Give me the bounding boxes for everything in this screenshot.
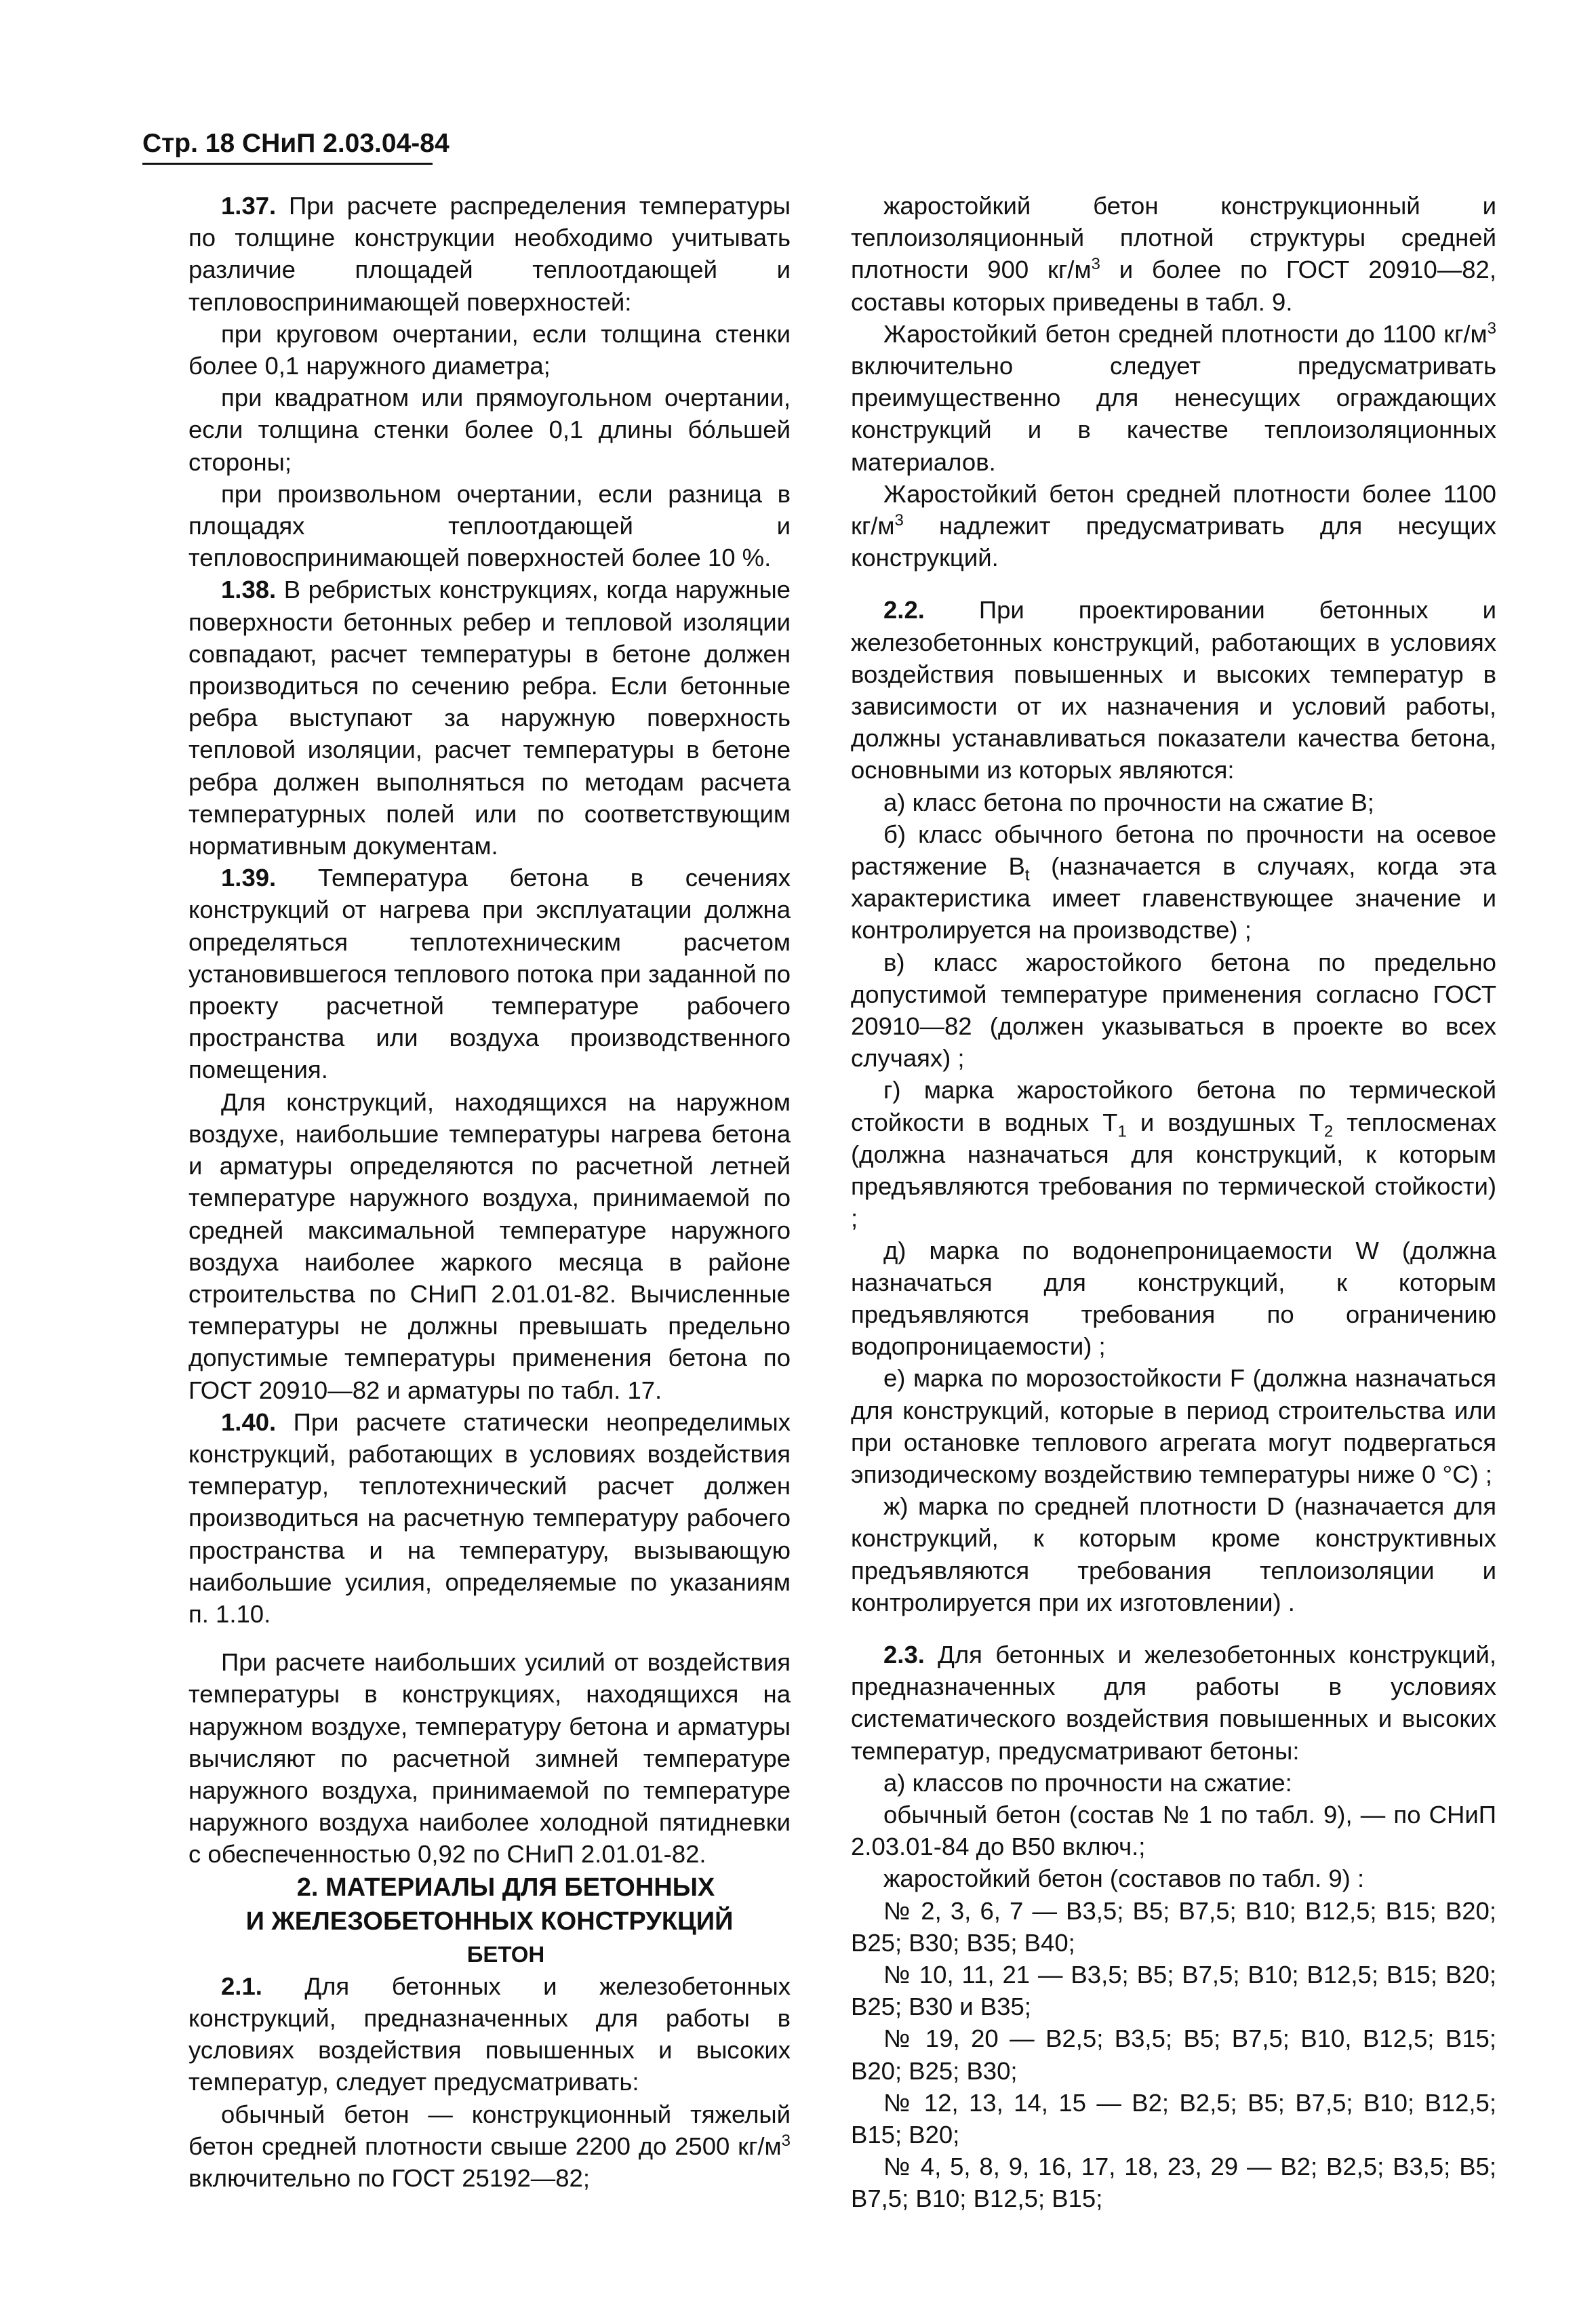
list-item: № 2, 3, 6, 7 — В3,5; В5; В7,5; В10; В12,5; В15; В20; В25; В30; В35; В40;	[851, 1896, 1496, 1957]
list-item	[851, 818, 1496, 946]
list-item: ж) марка по средней плотности D (назначается для конструкций, к которым кроме конструктивных предъявляются требования теплоизоляции и контролируется при их изготовлении) .	[851, 1492, 1496, 1616]
paragraph-1-38	[188, 574, 791, 862]
list-item: обычный бетон (состав № 1 по табл. 9), — по СНиП 2.03.01-84 до В50 включ.;	[851, 1800, 1496, 1861]
paragraph-text: Жаростойкий бетон средней плотности более 1100 кг/м	[851, 479, 1496, 540]
paragraph-text: Температура бетона в сечениях конструкций от нагрева при эксплуатации должна определяться теплотехническим расчетом установившегося теплового потока при заданной по проекту расчетной температуре рабочего пространства или воздуха производственного помещения.	[188, 864, 791, 1084]
clause-number: 1.39.	[221, 864, 277, 892]
list-item: № 12, 13, 14, 15 — В2; В2,5; В5; В7,5; В10; В12,5; В15; В20;	[851, 2088, 1496, 2149]
paragraph-text: г) марка жаростойкого бетона по термической стойкости в водных T	[851, 1076, 1496, 1136]
paragraph-text: В ребристых конструкциях, когда наружные поверхности бетонных ребер и тепловой изоляции совпадают, расчет температуры в бетоне должен производиться по сечению ребра. Если бетонные ребра выступают за наружную поверхность тепловой изоляции, расчет температуры в бетоне ребра должен выполняться по методам расчета температурных полей или по соответствующим нормативным документам.	[188, 576, 791, 860]
paragraph	[851, 478, 1496, 574]
subscript: t	[1024, 866, 1030, 885]
paragraph-2-2	[851, 594, 1496, 786]
paragraph-text: При расчете распределения температуры по толщине конструкции необходимо учитывать различие площадей теплоотдающей и тепловоспринимающей поверхностей:	[188, 192, 791, 316]
paragraph-text-end: и более по ГОСТ 20910—82, составы которых приведены в табл. 9.	[851, 256, 1496, 316]
paragraph-text: Для бетонных и железобетонных конструкций, предназначенных для работы в условиях воздействия повышенных и высоких температур, следует предусматривать:	[188, 1972, 791, 2096]
paragraph	[851, 318, 1496, 478]
list-item: а) классов по прочности на сжатие:	[883, 1768, 1292, 1797]
clause-number: 2.1.	[221, 1972, 262, 2000]
paragraph-text: обычный бетон — конструкционный тяжелый бетон средней плотности свыше 2200 до 2500 кг/м	[188, 2100, 791, 2160]
list-item: в) класс жаростойкого бетона по предельно допустимой температуре применения согласно ГОСТ 20910—82 (должен указываться в проекте во всех случаях) ;	[851, 948, 1496, 1073]
paragraph-text-end: надлежит предусматривать для несущих конструкций.	[851, 512, 1496, 572]
paragraph-text: жаростойкий бетон конструкционный и теплоизоляционный плотной структуры средней плотности 900 кг/м	[851, 192, 1496, 284]
paragraph-1-40	[188, 1406, 791, 1630]
list-item: № 19, 20 — В2,5; В3,5; В5; В7,5; В10, В12,5; В15; В20; В25; В30;	[851, 2024, 1496, 2085]
clause-number: 1.38.	[221, 576, 277, 604]
clause-number: 2.3.	[883, 1640, 925, 1669]
paragraph-text-mid: и воздушных T	[1126, 1108, 1324, 1136]
paragraph-text-end: включительно по ГОСТ 25192—82;	[188, 2163, 590, 2192]
paragraph-2-1	[188, 1970, 791, 2098]
list-item: а) класс бетона по прочности на сжатие В;	[883, 788, 1374, 816]
paragraph: При расчете наибольших усилий от воздействия температуры в конструкциях, находящихся на наружном воздухе, температуру бетона и арматуры вычисляют по расчетной зимней температуре наружного воздуха, принимаемой по температуре наружного воздуха наиболее холодной пятидневки с обеспеченностью 0,92 по СНиП 2.01.01-82.	[188, 1648, 791, 1869]
right-column	[851, 190, 1496, 2215]
subsection-heading: БЕТОН	[466, 1941, 545, 1967]
paragraph-text: При расчете статически неопределимых конструкций, работающих в условиях воздействия температур, теплотехнический расчет должен производиться на расчетную температуру рабочего пространства и на температуру, вызывающую наибольшие усилия, определяемые по указаниям п. 1.10.	[188, 1408, 791, 1628]
paragraph: при круговом очертании, если толщина стенки более 0,1 наружного диаметра;	[188, 319, 791, 380]
paragraph-text: Жаростойкий бетон средней плотности до 1100 кг/м	[883, 319, 1488, 348]
paragraph-text-end: теплосменах (должна назначаться для конструкций, к которым предъявляются требования по термической стойкости) ;	[851, 1108, 1496, 1233]
list-item: жаростойкий бетон (составов по табл. 9) :	[883, 1864, 1365, 1893]
superscript: 3	[1487, 319, 1496, 338]
subscript: 2	[1323, 1121, 1334, 1140]
list-item: № 10, 11, 21 — В3,5; В5; В7,5; В10; В12,5; В15; В20; В25; В30 и В35;	[851, 1960, 1496, 2021]
superscript: 3	[894, 511, 904, 530]
subscript: 1	[1117, 1121, 1127, 1140]
section-title-line1: 2. МАТЕРИАЛЫ ДЛЯ БЕТОННЫХ	[296, 1873, 715, 1902]
clause-number: 1.37.	[221, 192, 277, 220]
superscript: 3	[1091, 255, 1100, 274]
paragraph-1-37	[188, 190, 791, 318]
list-item: е) марка по морозостойкости F (должна назначаться для конструкций, которые в период строительства или при остановке теплового агрегата могут подвергаться эпизодическому воздействию температуры ниже 0 °С) ;	[851, 1364, 1496, 1488]
paragraph: при квадратном или прямоугольном очертании, если толщина стенки более 0,1 длины бо́льшей стороны;	[188, 384, 791, 476]
paragraph	[851, 190, 1496, 318]
paragraph-text: б) класс обычного бетона по прочности на осевое растяжение B	[851, 820, 1496, 881]
paragraph: Для конструкций, находящихся на наружном воздухе, наибольшие температуры нагрева бетона и арматуры определяются по расчетной летней температуре наружного воздуха, принимаемой по средней максимальной температуре наружного воздуха наиболее жаркого месяца в районе строительства по СНиП 2.01.01-82. Вычисленные температуры не должны превышать предельно допустимые температуры применения бетона по ГОСТ 20910—82 и арматуры по табл. 17.	[188, 1088, 791, 1404]
list-item: № 4, 5, 8, 9, 16, 17, 18, 23, 29 — В2; В2,5; В3,5; В5; В7,5; В10; В12,5; В15;	[851, 2153, 1496, 2213]
superscript: 3	[781, 2131, 791, 2150]
section-title	[188, 1871, 791, 1938]
section-title-line2: И ЖЕЛЕЗОБЕТОННЫХ КОНСТРУКЦИЙ	[245, 1907, 734, 1936]
paragraph: при произвольном очертании, если разница в площадях теплоотдающей и тепловоспринимающей поверхностей более 10 %.	[188, 479, 791, 572]
list-item	[851, 1074, 1496, 1234]
paragraph	[188, 2098, 791, 2195]
list-item: д) марка по водонепроницаемости W (должна назначаться для конструкций, к которым предъявляются требования по ограничению водопроницаемости) ;	[851, 1236, 1496, 1361]
header-rule	[142, 163, 433, 165]
paragraph-text: При проектировании бетонных и железобетонных конструкций, работающих в условиях воздействия повышенных и высоких температур в зависимости от их назначения и условий работы, должны устанавливаться показатели качества бетона, основными из которых являются:	[851, 596, 1496, 784]
page-header: Стр. 18 СНиП 2.03.04-84	[142, 129, 450, 158]
paragraph-1-39	[188, 862, 791, 1085]
paragraph-text: Для бетонных и железобетонных конструкций, предназначенных для работы в условиях систематического воздействия повышенных и высоких температур, предусматривают бетоны:	[851, 1640, 1496, 1765]
paragraph-text-end: включительно следует предусматривать преимущественно для ненесущих ограждающих конструкций и в качестве теплоизоляционных материалов.	[851, 352, 1496, 476]
paragraph-text-end: (назначается в случаях, когда эта характеристика имеет главенствующее значение и контролируется на производстве) ;	[851, 852, 1496, 944]
left-column	[188, 190, 791, 2194]
clause-number: 1.40.	[221, 1408, 277, 1436]
paragraph-2-3	[851, 1639, 1496, 1767]
clause-number: 2.2.	[883, 596, 925, 624]
